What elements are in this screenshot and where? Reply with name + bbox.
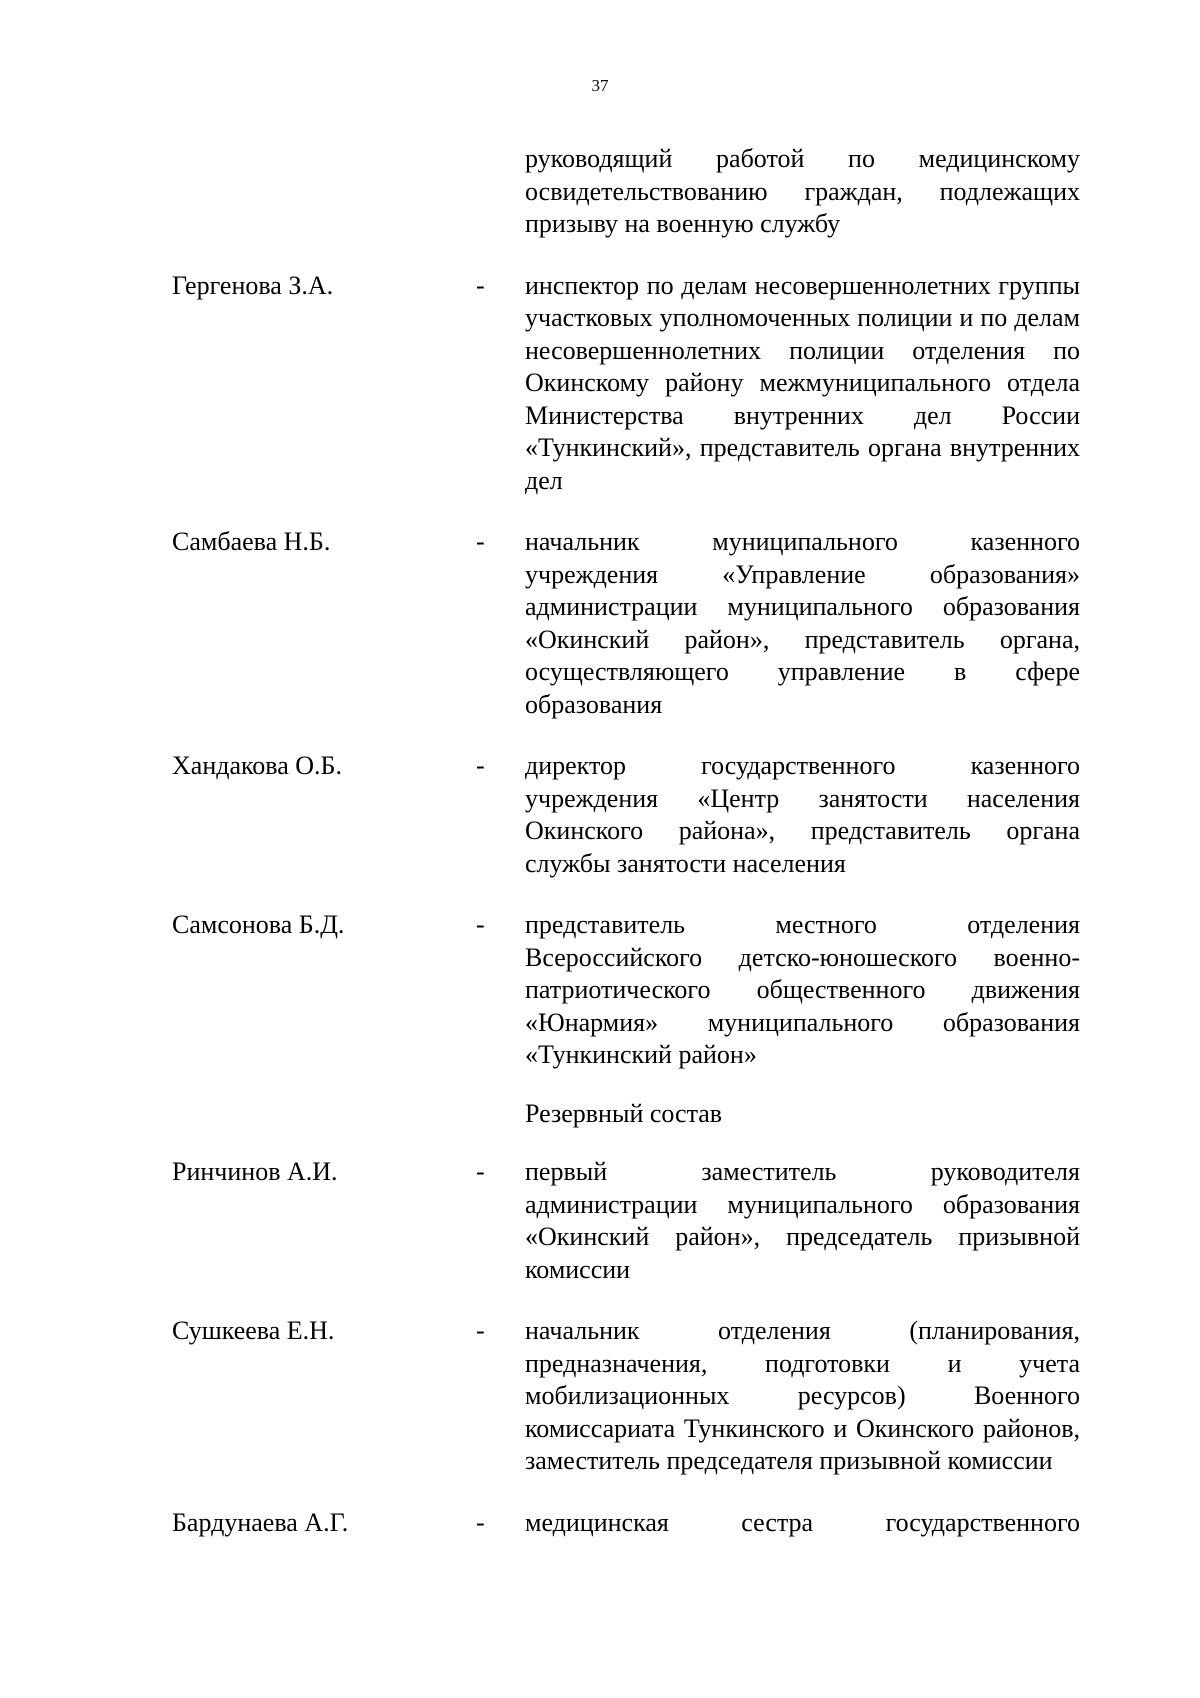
member-position: представитель местного отделения Всероссийского детско-юношеского военно-патриотического общественного движения «Юнармия» муниципального образования «Тункинский район» <box>525 910 1080 1069</box>
document-body <box>0 143 1200 1540</box>
member-name: Самбаева Н.Б. <box>172 527 331 556</box>
member-name: Хандакова О.Б. <box>172 751 342 780</box>
member-position: начальник отделения (планирования, предназначения, подготовки и учета мобилизационных ресурсов) Военного комиссариата Тункинского и Окинского районов, заместитель председателя призывной комиссии <box>525 1316 1080 1475</box>
member-name: Самсонова Б.Д. <box>172 910 345 939</box>
entry-dash: - <box>476 1507 485 1537</box>
entry-dash: - <box>476 910 485 939</box>
reserve-heading: Резервный состав <box>525 1098 723 1128</box>
member-name: Ринчинов А.И. <box>172 1157 338 1186</box>
entry-dash: - <box>476 270 485 300</box>
continuation-text: руководящий работой по медицинскому освидетельствованию граждан, подлежащих призыву на военную службу <box>525 144 1080 238</box>
member-position: инспектор по делам несовершеннолетних группы участковых уполномоченных полиции и по делам несовершеннолетних полиции отделения по Окинскому району межмуниципального отдела Министерства внутренних дел России «Тункинский», представитель органа внутренних дел <box>525 270 1080 495</box>
member-position: начальник муниципального казенного учреждения «Управление образования» администрации муниципального образования «Окинский район», представитель органа, осуществляющего управление в сфере образования <box>525 527 1080 719</box>
member-name: Гергенова З.А. <box>172 270 334 300</box>
member-name: Бардунаева А.Г. <box>172 1507 349 1537</box>
reserve-member-entry <box>0 1507 1200 1540</box>
entry-dash: - <box>476 1157 485 1186</box>
entry-dash: - <box>476 751 485 780</box>
entry-dash: - <box>476 527 485 556</box>
member-entry <box>0 909 1200 1072</box>
member-entry <box>0 270 1200 498</box>
member-entry <box>0 526 1200 721</box>
reserve-member-entry <box>0 1315 1200 1478</box>
reserve-member-entry <box>0 1156 1200 1286</box>
member-name: Сушкеева Е.Н. <box>172 1316 335 1345</box>
entry-dash: - <box>476 1316 485 1345</box>
page-number: 37 <box>591 76 609 95</box>
member-position: директор государственного казенного учреждения «Центр занятости населения Окинского района», представитель органа службы занятости населения <box>525 751 1080 878</box>
member-position: первый заместитель руководителя администрации муниципального образования «Окинский район», председатель призывной комиссии <box>525 1157 1080 1284</box>
member-position: медицинская сестра государственного <box>525 1507 1080 1537</box>
member-entry <box>0 750 1200 880</box>
